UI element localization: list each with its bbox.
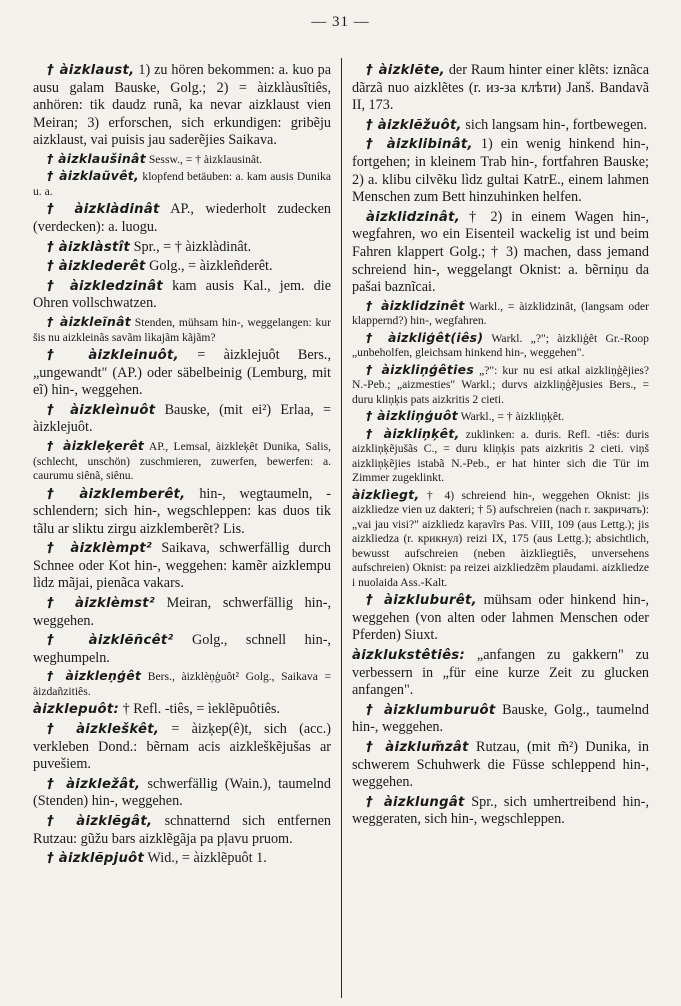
entry-headword: † àizklàdinât [47, 202, 160, 218]
dictionary-entry [33, 540, 331, 593]
entry-headword: † àizkleĩnât [47, 314, 131, 330]
entry-definition: klopfend betäuben: a. kam ausis Dunika u. a. [33, 170, 331, 198]
dictionary-entry [352, 702, 649, 737]
entry-definition: 1) ein wenig hinkend hin-, fortgehen; in kleinem Trab hin-, fortfahren Bauske; 2) a. klibu cilvẽku lìdz gultai KatrE., einem lahmen Menschen zum Bett hinzuhinken helfen. [352, 136, 649, 206]
entry-definition: sich langsam hin-, fortbewegen. [461, 116, 648, 133]
entry-definition: Warkl., = àizklidzinât, (langsam oder klappernd?) hin-, wegfahren. [352, 299, 649, 328]
right-column [352, 62, 649, 997]
entry-headword: † àizklibinât, [366, 137, 473, 153]
dictionary-entry [33, 152, 331, 168]
dictionary-entry [352, 647, 649, 700]
entry-definition: kam ausis Kal., jem. die Ohren vollschwatzen. [33, 277, 331, 312]
entry-headword: † àizkledzinât [47, 278, 164, 294]
dictionary-entry [33, 315, 331, 345]
entry-definition: Golg., schnell hin-, weghumpeln. [33, 632, 331, 666]
entry-headword: † àizkleìnuôt [47, 402, 156, 418]
dictionary-entry [352, 363, 649, 408]
entry-definition: Warkl. „?"; àizkliģêt Gr.-Roop „unbeholfen, gleichsam hinkend hin-, weggehen". [352, 331, 649, 360]
dictionary-entry [33, 439, 331, 484]
entry-definition: „anfangen zu gakkern" zu verbessern in „für eine kurze Zeit zu glucken anfangen". [352, 647, 649, 699]
entry-definition: = àizklejuôt Bers., „ungewandt" (AP.) oder säbelbeinig (Lemburg, mit eĩ) hin-, weggehen. [33, 347, 331, 399]
dictionary-entry [352, 136, 649, 206]
entry-definition: AP., wiederholt zudecken (verdecken): a. luogu. [33, 201, 331, 236]
dictionary-entry [33, 278, 331, 313]
entry-definition: † 2) in einem Wagen hin-, wegfahren, wo ein Eisenteil wackelig ist und beim Fahren klappert Golg.; † 3) machen, dass jemand schreiend hin-, weggelangt Oknist: a. bẽrniņu da pašai baznĩcai. [352, 208, 649, 296]
column-divider [341, 58, 342, 998]
dictionary-entry [352, 488, 649, 591]
entry-definition: Spr., = † àizklàdinât. [130, 238, 252, 255]
entry-headword: † àizkliņģuôt [366, 408, 458, 424]
entry-headword: àizklepuôt: [33, 702, 120, 718]
dictionary-entry [33, 669, 331, 699]
entry-definition: AP., Lemsal, àizkleķêt Dunika, Salis, (schlecht, unschön) zuschmieren, zuwerfen, bewerfen: a. caurumu siênã, siênu. [33, 440, 331, 482]
dictionary-entry [352, 409, 649, 425]
entry-definition: Spr., sich umhertreibend hin-, weggeraten, sich hin-, wegschleppen. [352, 793, 649, 828]
dictionary-entry [33, 201, 331, 236]
entry-headword: † àizklèmpt² [47, 541, 153, 557]
dictionary-entry [33, 402, 331, 437]
dictionary-entry [352, 299, 649, 329]
dictionary-entry [33, 62, 331, 150]
entry-headword: † àizkliņķêt, [366, 425, 460, 441]
entry-headword: † àizkleķerêt [47, 438, 145, 453]
dictionary-entry [352, 209, 649, 297]
dictionary-entry [33, 169, 331, 199]
dictionary-entry [33, 486, 331, 539]
entry-definition: Saikava, schwerfällig durch Schnee oder Kot hin-, weggehen: kamẽr aizklempu lìdz mãjai, pienãca vakars. [33, 540, 331, 592]
entry-definition: Meiran, schwerfällig hin-, weggehen. [33, 595, 331, 629]
entry-headword: † àizklèmst² [47, 596, 155, 612]
dictionary-entry [352, 117, 649, 135]
entry-headword: † àizkliģêt(iês) [366, 329, 484, 345]
entry-headword: † àizklaũvêt, [47, 168, 140, 184]
entry-definition: der Raum hinter einer klẽts: iznãca dãrzã nuo aizklẽtes (r. из-за клѣти) Janš. Bandavã II, 173. [352, 62, 649, 114]
entry-headword: † àizklẽgât, [47, 814, 153, 829]
page-number: — 31 — [311, 14, 370, 30]
entry-headword: † àizklẽžuôt, [366, 117, 462, 133]
entry-headword: àizklidzinât, [366, 209, 461, 225]
entry-definition: † 4) schreiend hin-, weggehen Oknist: jis aizkliedze vien uz dakteri; † 5) aufschreien (nach r. закричать): „vai jau visi?" aizkliedz kaŗavĩrs Pas. VIII, 109 (aus Lettg.); jis aizkliedza (r. крикнул) reizi IX, 175 (aus Lettg.); absichtlich, bewusst aufschreien (neben àizklìegtiês, unversehens aufschreien) Oknist: pa reizei aizkliedzẽm plaudami. aizkliedze i nuolaida Ass.-Kalt. [352, 488, 649, 589]
dictionary-entry [33, 721, 331, 774]
dictionary-entry [33, 813, 331, 848]
entry-definition: Bauske, Golg., taumelnd hin-, weggehen. [352, 701, 649, 736]
entry-headword: † àizkležât, [47, 776, 141, 792]
entry-definition: Sessw., = † àizklausinât. [145, 152, 263, 166]
dictionary-entry [352, 62, 649, 115]
dictionary-entry [352, 794, 649, 829]
entry-headword: † àizklumburuôt [366, 702, 496, 718]
entry-definition: schnatternd sich entfernen Rutzau: gũžu bars aizklẽgãja pa pļavu pruom. [33, 813, 331, 847]
dictionary-entry [33, 850, 331, 868]
entry-headword: † àizklẽpjuôt [47, 851, 145, 867]
entry-headword: † àizklaušinât [47, 150, 146, 166]
entry-definition: † Refl. -tiês, = ìeklẽpuôtiês. [119, 701, 280, 718]
entry-headword: † àizklẽte, [366, 63, 445, 78]
dictionary-entry [33, 701, 331, 719]
dictionary-entry [33, 347, 331, 400]
entry-headword: † àizklederêt [47, 259, 146, 275]
entry-definition: hin-, wegtaumeln, -schlendern; sich hin-, wegschleppen: kas duos tik tãlu ar sliktu zirgu aizklemberẽt? Lis. [33, 485, 331, 537]
entry-definition: Golg., = àizkleñderêt. [145, 258, 273, 275]
entry-definition: 1) zu hören bekommen: a. kuo pa ausu galam Bauske, Golg.; 2) = àizklàusîtiês, anhören: tik daudz runã, ka nevar aizklaust vien Meiran; 3) erforschen, sich erkundigen: gribẽju aizklaust, vai puisis jau saderẽjies Saikava. [33, 62, 331, 149]
dictionary-entry [352, 592, 649, 645]
entry-definition: Warkl., = † àizkliņķêt. [457, 410, 565, 424]
entry-definition: Bauske, (mit ei²) Erlaa, = àizklejuôt. [33, 401, 331, 436]
dictionary-entry [33, 239, 331, 257]
entry-headword: † àizklemberêt, [47, 486, 186, 502]
entry-definition: Stenden, mühsam hin-, weggelangen: kur šis nu aizkleinãs savãm lìkajãm kãjãm? [33, 316, 331, 344]
entry-headword: àizklukstêtiês: [352, 648, 466, 663]
dictionary-entry [33, 258, 331, 276]
entry-definition: mühsam oder hinkend hin-, weggehen (von alten oder lahmen Menschen oder Pferden) Siuxt. [352, 592, 649, 644]
entry-headword: † àizkluburêt, [366, 593, 477, 609]
entry-definition: „?": kur nu esi atkal aizkliņģẽjies? N.-Peb.; „aizmesties" Warkl.; durvs aizkliņģẽjusies Bers., = duru kliņķis pats aizkritis 2 cieti. [352, 363, 649, 406]
entry-definition: zuklinken: a. duris. Refl. -tiês: duris aizkliņķẽjušãs C., = duru kliņķis pats aizkritis 2 cieti. viņš aizkliņķẽjies istabã N.-Peb., er hat hinter sich die Tür im Zimmer zugeklinkt. [352, 427, 649, 485]
dictionary-entry [33, 632, 331, 667]
entry-headword: † àizklum̃zât [366, 739, 469, 755]
entry-definition: Wid., = àizklẽpuôt 1. [144, 850, 267, 867]
dictionary-entry [352, 331, 649, 361]
entry-headword: † àizkliņģêties [366, 361, 474, 377]
entry-definition: Bers., àizklèņģuôt² Golg., Saikava = àizdañzitiês. [33, 670, 331, 698]
dictionary-entry [352, 427, 649, 486]
entry-headword: † àizklẽñcêt² [47, 633, 174, 649]
entry-headword: † àizklungât [366, 794, 465, 810]
entry-headword: † àizklidzinêt [366, 297, 465, 313]
entry-headword: † àizkleškêt, [47, 722, 160, 738]
dictionary-entry [33, 776, 331, 811]
dictionary-entry [352, 739, 649, 792]
left-column [33, 62, 331, 997]
entry-headword: † àizklaust, [47, 63, 135, 78]
entry-definition: schwerfällig (Wain.), taumelnd (Stenden) hin-, weggehen. [33, 775, 331, 810]
entry-headword: àizklìegt, [352, 486, 420, 502]
dictionary-entry [33, 595, 331, 630]
entry-headword: † àizkleinuôt, [47, 348, 179, 364]
entry-headword: † àizkleņģêt [47, 668, 142, 684]
entry-headword: † àizklàstît [47, 239, 131, 255]
entry-definition: Rutzau, (mit m̃²) Dunika, in schwerem Schuhwerk die Füsse schleppend hin-, weggehen. [352, 738, 649, 791]
entry-definition: = àizķep(ê)t, sich (acc.) verkleben Dond.: bẽrnam acis aizkleškẽjušas ar puvešiem. [33, 721, 331, 773]
